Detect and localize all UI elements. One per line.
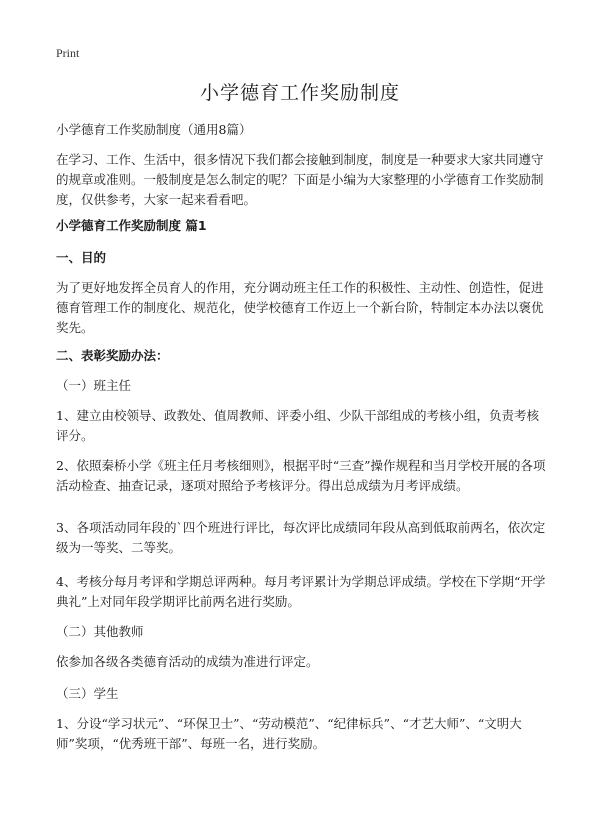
section-heading: 小学德育工作奖励制度 篇1 [56,218,207,233]
page-title: 小学德育工作奖励制度 [199,82,400,104]
heading-student: （三）学生 [56,686,119,701]
heading-goal: 一、目的 [56,250,107,265]
heading-teacher: （一）班主任 [56,378,132,393]
item-1: 1、建立由校领导、政教处、值周教师、评委小组、少队干部组成的考核小组，负责考核评分。 [56,408,539,443]
goal-paragraph: 为了更好地发挥全员育人的作用，充分调动班主任工作的积极性、主动性、创造性，促进德育管理工作的制度化、规范化，使学校德育工作迈上一个新台阶，特制定本办法以褒优奖先。 [56,280,544,335]
heading-other: （二）其他教师 [56,624,144,639]
item-4: 4、考核分每月考评和学期总评两种。每月考评累计为学期总评成绩。学校在下学期“开学典礼”上对同年段学期评比前两名进行奖励。 [56,574,546,609]
student-paragraph: 1、分设“学习状元”、“环保卫士”、“劳动模范”、“纪律标兵”、“才艺大师”、“文明大师”奖项，“优秀班干部”、每班一名，进行奖励。 [56,716,522,751]
other-paragraph: 依参加各级各类德育活动的成绩为准进行评定。 [56,654,319,669]
print-label: Print [56,46,80,60]
doc-subtitle: 小学德育工作奖励制度（通用8篇） [56,122,252,137]
item-3: 3、各项活动同年段的`四个班进行评比，每次评比成绩同年段从高到低取前两名，依次定级为一等奖、二等奖。 [56,520,546,555]
item-2: 2、依照秦桥小学《班主任月考核细则》，根据平时“三查”操作规程和当月学校开展的各项活动检查、抽查记录，逐项对照给予考核评分。得出总成绩为月考评成绩。 [56,458,546,493]
intro-paragraph: 在学习、工作、生活中，很多情况下我们都会接触到制度，制度是一种要求大家共同遵守的规章或准则。一般制度是怎么制定的呢？下面是小编为大家整理的小学德育工作奖励制度，仅供参考，大家一起来看看吧。 [56,152,544,207]
heading-method: 二、表彰奖励办法： [56,348,169,363]
